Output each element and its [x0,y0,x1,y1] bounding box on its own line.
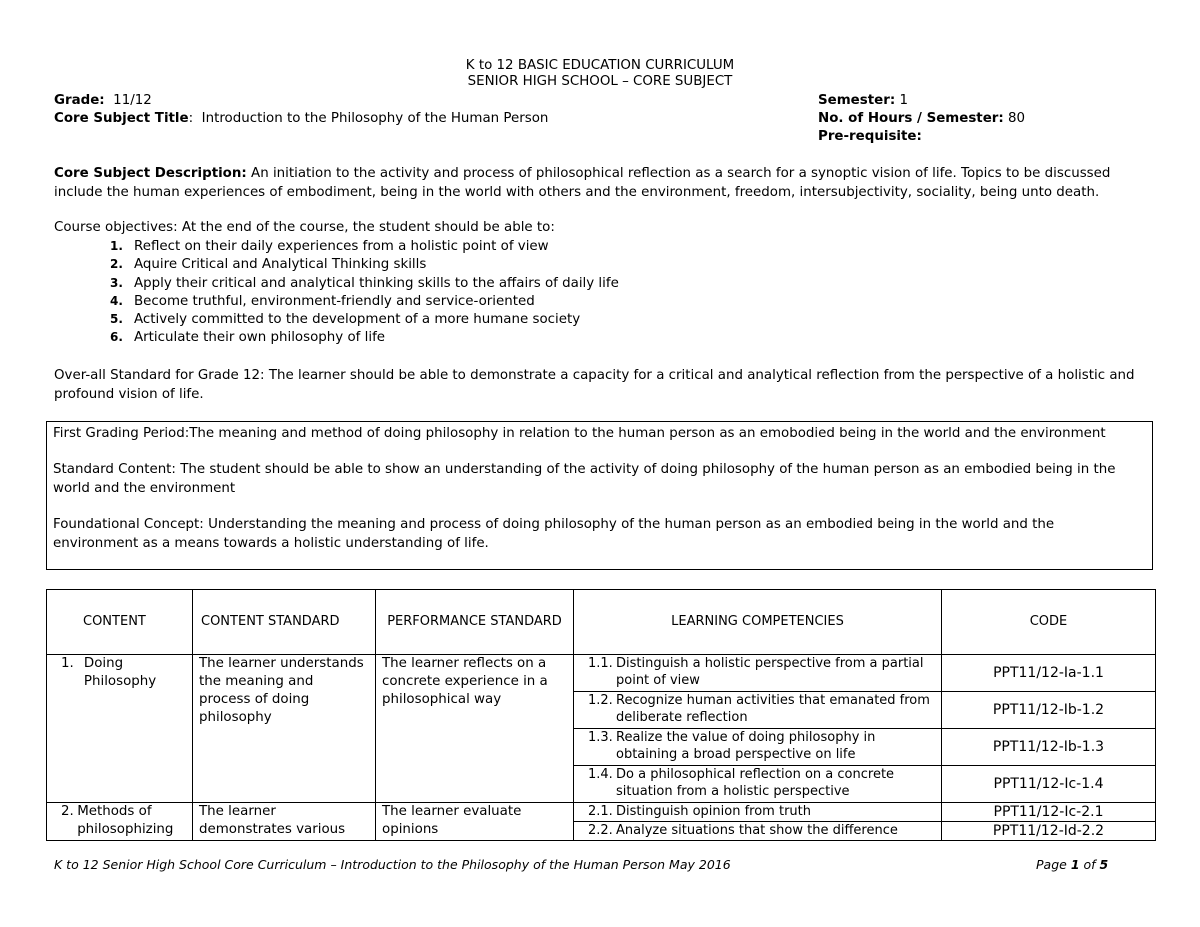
semester-value: 1 [899,93,908,108]
hours-line [818,110,1025,128]
subject-title-line: Core Subject Title: Introduction to the Philosophy of the Human Person [54,111,549,126]
objective-item: 4. Become truthful, environment-friendly and service-oriented [110,293,535,309]
objective-item: 2. Aquire Critical and Analytical Thinking skills [110,257,427,273]
grade-value: 11/12 [113,93,152,108]
competency-cell: 1.4. Do a philosophical reflection on a concrete situation from a holistic perspective [574,766,942,803]
col-header-content-standard: CONTENT STANDARD [193,590,376,655]
performance-standard-cell: The learner reflects on a concrete experience in a philosophical way [376,655,574,803]
curriculum-table [46,589,1156,841]
description-label: Core Subject Description: [54,166,247,181]
content-text: Doing Philosophy [83,656,157,689]
competency-cell: 2.1. Distinguish opinion from truth [574,803,942,822]
objective-item: 1. Reflect on their daily experiences from a holistic point of view [110,239,549,254]
code-cell: PPT11/12-Ib-1.3 [942,729,1156,766]
performance-standard-cell: The learner evaluate opinions [376,803,574,841]
prereq-label: Pre-requisite: [818,129,922,144]
objective-item: 6. Articulate their own philosophy of life [110,330,386,346]
grading-period-box [46,421,1153,570]
hours-value: 80 [1008,111,1026,126]
footer-text: K to 12 Senior High School Core Curriculum – Introduction to the Philosophy of the Human Person May 2016 [54,857,731,872]
content-standard-cell: The learner understands the meaning and process of doing philosophy [193,655,376,803]
header-line-1: K to 12 BASIC EDUCATION CURRICULUM [465,58,735,73]
competency-cell: 1.3. Realize the value of doing philosophy in obtaining a broad perspective on life [574,729,942,766]
competency-cell: 2.2. Analyze situations that show the difference [574,822,942,841]
competency-cell: 1.2. Recognize human activities that emanated from deliberate reflection [574,692,942,729]
code-cell: PPT11/12-Id-2.2 [942,822,1156,841]
overall-standard: Over-all Standard for Grade 12: The learner should be able to demonstrate a capacity for a critical and analytical reflection from the perspective of a holistic and profound vision of life. [54,368,1135,402]
col-header-performance-standard: PERFORMANCE STANDARD [376,590,574,655]
content-cell: 1. Doing Philosophy [47,655,193,803]
subject-title-label: Core Subject Title [54,111,189,126]
subject-title-value: Introduction to the Philosophy of the Human Person [201,111,549,126]
code-cell: PPT11/12-Ic-1.4 [942,766,1156,803]
table-row [47,655,1156,692]
subject-description [54,164,1144,202]
standard-content-text: Standard Content: The student should be able to show an understanding of the activity of doing philosophy of the human person as an embodied being in the world and the environment [53,462,1116,496]
objectives-intro: Course objectives: At the end of the course, the student should be able to: [54,220,555,235]
semester-label: Semester: [818,93,896,108]
page-number: Page 1 of 5 [1036,857,1109,872]
col-header-code: CODE [942,590,1156,655]
code-cell: PPT11/12-Ia-1.1 [942,655,1156,692]
grade-label: Grade: [54,93,105,108]
semester-line [818,92,908,110]
content-cell: 2. Methods of philosophizing [47,803,193,841]
grade-line [54,92,152,110]
competency-cell: 1.1. Distinguish a holistic perspective from a partial point of view [574,655,942,692]
col-header-competencies: LEARNING COMPETENCIES [574,590,942,655]
code-cell: PPT11/12-Ic-2.1 [942,803,1156,822]
prereq-line [818,128,922,146]
code-cell: PPT11/12-Ib-1.2 [942,692,1156,729]
header-line-2: SENIOR HIGH SCHOOL – CORE SUBJECT [467,74,733,89]
objective-item: 5. Actively committed to the development of a more humane society [110,312,581,328]
content-standard-cell: The learner demonstrates various [193,803,376,841]
table-row [47,803,1156,822]
objective-item: 3. Apply their critical and analytical thinking skills to the affairs of daily life [110,275,619,291]
grading-period-text: First Grading Period:The meaning and method of doing philosophy in relation to the human person as an emobodied being in the world and the environment [53,426,1106,441]
table-header-row [47,590,1156,655]
hours-label: No. of Hours / Semester: [818,111,1004,126]
foundational-concept-text: Foundational Concept: Understanding the meaning and process of doing philosophy of the human person as an embodied being in the world and the environment as a means towards a holistic understanding of life. [53,517,1055,551]
description-text: An initiation to the activity and process of philosophical reflection as a search for a synoptic vision of life. Topics to be discussed include the human experiences of embodiment, being in the world with others and the environment, freedom, intersubjectivity, sociality, being unto death. [54,166,1111,200]
objectives-list [110,237,619,347]
col-header-content: CONTENT [47,590,193,655]
content-text: Methods of philosophizing [77,804,174,837]
